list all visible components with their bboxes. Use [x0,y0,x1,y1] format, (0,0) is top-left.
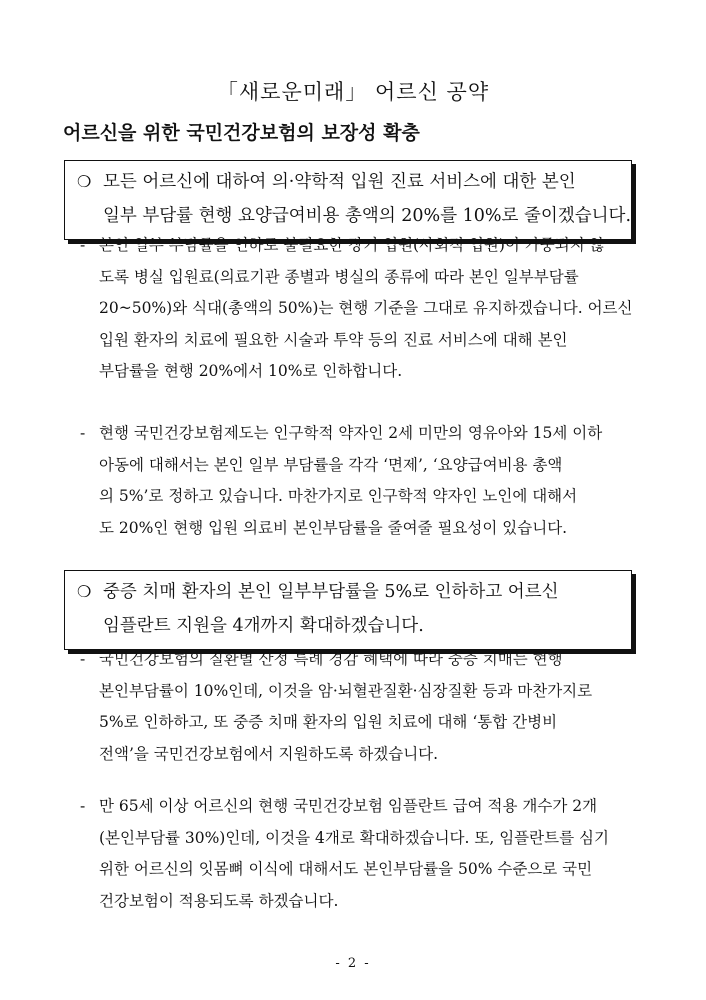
paragraph-4 [80,791,660,917]
paragraph-line: 의 5%’로 정하고 있습니다. 마찬가지로 인구학적 약자인 노인에 대해서 [99,487,578,505]
pledge-box-1-line-2: 일부 부담률 현행 요양급여비용 총액의 20%를 10%로 줄이겠습니다. [103,206,632,226]
pledge-box-2-line-2: 임플란트 지원을 4개까지 확대하겠습니다. [103,616,424,636]
paragraph-line: (본인부담률 30%)인데, 이것을 4개로 확대하겠습니다. 또, 임플란트를 심기 [99,828,609,847]
pledge-box-2 [64,570,632,650]
circle-bullet-icon: ❍ [77,582,92,601]
paragraph-line: 아동에 대해서는 본인 일부 부담률을 각각 ‘면제’, ‘요양급여비용 총액 [99,455,563,474]
page-number: - 2 - [335,956,371,971]
paragraph-1 [80,230,660,388]
paragraph-line: 도 20%인 현행 입원 의료비 본인부담률을 줄여줄 필요성이 있습니다. [99,518,568,537]
circle-bullet-icon: ❍ [77,172,92,191]
paragraph-line: 본인부담률이 10%인데, 이것을 암·뇌혈관질환·심장질환 등과 마찬가지로 [99,681,593,700]
paragraph-line: - 현행 국민건강보험제도는 인구학적 약자인 2세 미만의 영유아와 15세 이하 [80,418,660,450]
paragraph-line: 5%로 인하하고, 또 중증 치매 환자의 입원 치료에 대해 ‘통합 간병비 [99,713,558,731]
paragraph-line: 전액’을 국민건강보험에서 지원하도록 하겠습니다. [99,744,439,763]
paragraph-line: - 국민건강보험의 질환별 산정 특례 경감 혜택에 따라 중증 치매는 현행 [80,644,660,676]
pledge-box-2-line-1: ❍ 중증 치매 환자의 본인 일부부담률을 5%로 인하하고 어르신 [77,575,623,609]
pledge-box-1-line-1: ❍ 모든 어르신에 대하여 의·약학적 입원 진료 서비스에 대한 본인 [77,165,623,199]
paragraph-2 [80,418,660,544]
dash-bullet: - [80,424,86,442]
paragraph-line: 위한 어르신의 잇몸뼈 이식에 대해서도 본인부담률을 50% 수준으로 국민 [99,860,593,878]
paragraph-line: 건강보험이 적용되도록 하겠습니다. [99,891,339,910]
page-title: 「새로운미래」 어르신 공약 [216,80,490,104]
dash-bullet: - [80,236,86,254]
paragraph-line: - 만 65세 이상 어르신의 현행 국민건강보험 임플란트 급여 적용 개수가 2개 [80,791,660,823]
paragraph-line: 도록 병실 입원료(의료기관 종별과 병실의 종류에 따라 본인 일부부담률 [99,267,579,286]
paragraph-line: - 본인 일부 부담률을 인하로 불필요한 장기 입원(사회적 입원)이 가중되지 않 [80,230,660,262]
section-subtitle: 어르신을 위한 국민건강보험의 보장성 확충 [63,122,420,144]
dash-bullet: - [80,797,86,815]
paragraph-3 [80,644,660,770]
paragraph-line: 부담률을 현행 20%에서 10%로 인하합니다. [99,362,403,380]
dash-bullet: - [80,650,86,668]
paragraph-line: 20~50%)와 식대(총액의 50%)는 현행 기준을 그대로 유지하겠습니다. 어르신 [99,299,633,317]
pledge-box-1 [64,160,632,240]
paragraph-line: 입원 환자의 치료에 필요한 시술과 투약 등의 진료 서비스에 대해 본인 [99,330,568,349]
